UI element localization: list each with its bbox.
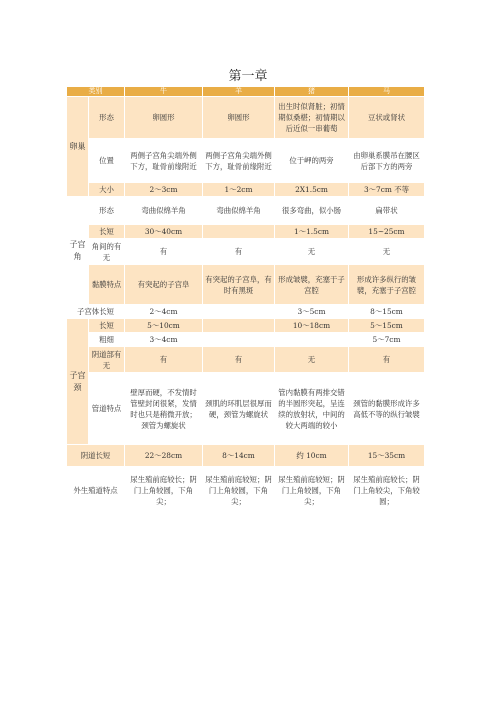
table-cell: 出生时似肾脏；初情期似桑椹；初情期以后近似一串葡萄 (275, 97, 349, 139)
table-cell: 有 (125, 347, 203, 373)
row-label: 阴道长短 (67, 445, 125, 467)
table-cell: 5～7cm (349, 333, 425, 347)
table-cell: 5～10cm (125, 319, 203, 333)
header-category: 类别 (67, 87, 125, 97)
table-row (67, 97, 425, 139)
table-cell: 3～5cm (275, 305, 349, 319)
table-cell: 有 (125, 239, 203, 265)
table-cell: 30～40cm (125, 225, 203, 239)
row-label: 角间的有无 (89, 239, 125, 265)
table-cell: 1～1.5cm (275, 225, 349, 239)
comparison-table (66, 86, 425, 515)
table-cell: 尿生殖前庭较长；阴门上角较圆，下角尖； (125, 467, 203, 515)
table-row (67, 265, 425, 305)
category-cervix: 子宫颈 (67, 319, 89, 445)
table-cell: 位于岬的两旁 (275, 139, 349, 183)
table-row (67, 347, 425, 373)
table-cell: 有突起的子宫阜，有时有黑斑 (203, 265, 275, 305)
table-cell (203, 225, 275, 239)
table-cell: 无 (349, 239, 425, 265)
table-cell: 有 (349, 347, 425, 373)
row-label: 子宫体长短 (67, 305, 125, 319)
table-row (67, 445, 425, 467)
table-row (67, 333, 425, 347)
row-label: 外生殖道特点 (67, 467, 125, 515)
table-cell: 壁厚而硬，不发情时管壁封闭很紧，发情时也只是稍微开放；颈管为螺旋状 (125, 373, 203, 445)
table-cell: 1～2cm (203, 183, 275, 197)
table-cell: 10～18cm (275, 319, 349, 333)
table-cell: 3～4cm (125, 333, 203, 347)
category-horn: 子宫角 (67, 197, 89, 305)
row-label: 大小 (89, 183, 125, 197)
row-label: 形态 (89, 97, 125, 139)
table-cell (203, 305, 275, 319)
table-cell: 15~25cm (349, 225, 425, 239)
header-sheep: 羊 (203, 87, 275, 97)
table-cell: 约 10cm (275, 445, 349, 467)
table-row (67, 305, 425, 319)
row-label: 长短 (89, 319, 125, 333)
table-cell: 形成许多纵行的皱襞，充塞于子宫腔 (349, 265, 425, 305)
table-row (67, 319, 425, 333)
row-label: 形态 (89, 197, 125, 225)
table-cell: 扁带状 (349, 197, 425, 225)
table-cell: 有 (203, 347, 275, 373)
table-cell: 尿生殖前庭较短；阴门上角较圆，下角尖； (203, 467, 275, 515)
table-cell: 两侧子宫角尖端外侧下方，耻骨前缘附近 (125, 139, 203, 183)
row-label: 黏膜特点 (89, 265, 125, 305)
table-cell: 形成皱襞，充塞于子宫腔 (275, 265, 349, 305)
table-cell: 15～35cm (349, 445, 425, 467)
table-cell: 有 (203, 239, 275, 265)
row-label: 粗细 (89, 333, 125, 347)
table-cell: 卵圆形 (125, 97, 203, 139)
table-cell: 弯曲似绵羊角 (125, 197, 203, 225)
table-row (67, 139, 425, 183)
table-cell: 3～7cm 不等 (349, 183, 425, 197)
table-cell (275, 333, 349, 347)
table-cell: 卵圆形 (203, 97, 275, 139)
table-cell: 2～3cm (125, 183, 203, 197)
table-row (67, 183, 425, 197)
table-cell: 2～4cm (125, 305, 203, 319)
table-cell: 无 (275, 347, 349, 373)
header-pig: 猪 (275, 87, 349, 97)
table-row (67, 239, 425, 265)
table-row (67, 467, 425, 515)
row-label: 位置 (89, 139, 125, 183)
table-cell: 弯曲似绵羊角 (203, 197, 275, 225)
row-label: 管道特点 (89, 373, 125, 445)
table-cell: 由卵巢系膜吊在腰区后部下方的两旁 (349, 139, 425, 183)
table-cell: 8～14cm (203, 445, 275, 467)
table-cell: 尿生殖前庭较短；阴门上角较圆，下角尖； (275, 467, 349, 515)
table-cell (203, 319, 275, 333)
table-cell: 豆状或肾状 (349, 97, 425, 139)
table-cell: 5～15cm (349, 319, 425, 333)
table-row (67, 373, 425, 445)
table-cell: 颈管的黏膜形成许多高低不等的纵行皱襞 (349, 373, 425, 445)
table-cell: 有突起的子宫阜 (125, 265, 203, 305)
table-cell: 无 (275, 239, 349, 265)
table-cell: 2X1.5cm (275, 183, 349, 197)
table-cell (203, 333, 275, 347)
row-label: 长短 (89, 225, 125, 239)
table-cell: 两侧子宫角尖端外侧下方，耻骨前缘附近 (203, 139, 275, 183)
table-cell: 颈肌的环肌层很厚而硬，颈管为螺旋状 (203, 373, 275, 445)
table-row (67, 197, 425, 225)
header-cattle: 牛 (125, 87, 203, 97)
table-cell: 22～28cm (125, 445, 203, 467)
category-ovary: 卵巢 (67, 97, 89, 197)
table-row (67, 225, 425, 239)
header-horse: 马 (349, 87, 425, 97)
table-cell: 管内黏膜有两排交错的半圆形突起，呈连续的放射状，中间的较大两端的较小 (275, 373, 349, 445)
header-row (67, 87, 425, 97)
page-title: 第一章 (228, 69, 268, 84)
table-cell: 很多弯曲，似小肠 (275, 197, 349, 225)
table-cell: 尿生殖前庭较长；阴门上角较尖，下角较圆； (349, 467, 425, 515)
table-cell: 8～15cm (349, 305, 425, 319)
row-label: 阴道部有无 (89, 347, 125, 373)
